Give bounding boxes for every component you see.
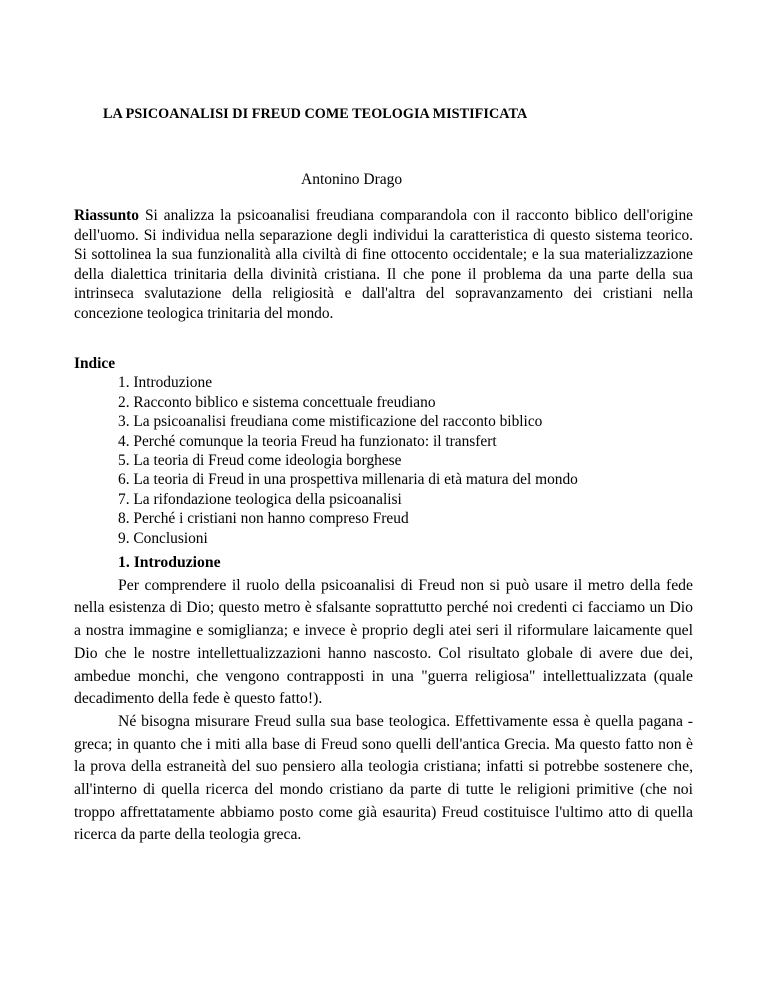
body-paragraph: Per comprendere il ruolo della psicoanalisi di Freud non si può usare il metro della fede nella esistenza di Dio; questo metro è sfalsante soprattutto perché noi credenti ci facciamo un Dio a nostra immagine e somiglianza; e invece è proprio degli atei seri il riformulare laicamente quel Dio che le nostre intellettualizzazioni hanno nascosto. Col risultato globale di avere due dei, ambedue monchi, che vengono contrapposti in una "guerra religiosa" intellettualizzata (quale decadimento della fede è questo fatto!). (74, 576, 693, 708)
toc-item: 1. Introduzione (118, 374, 213, 392)
toc-item: 8. Perché i cristiani non hanno compreso Freud (118, 510, 409, 528)
document-title: LA PSICOANALISI DI FREUD COME TEOLOGIA MISTIFICATA (103, 106, 528, 122)
abstract-label: Riassunto (74, 207, 140, 224)
author-name: Antonino Drago (301, 171, 403, 188)
abstract (74, 206, 693, 324)
toc-item: 7. La rifondazione teologica della psicoanalisi (118, 490, 402, 508)
body-paragraph: Né bisogna misurare Freud sulla sua base teologica. Effettivamente essa è quella pagana - greca; in quanto che i miti alla base di Freud sono quelli dell'antica Grecia. Ma questo fatto non è la prova della estraneità del suo pensiero alla teologia cristiana; infatti si potrebbe sostenere che, all'interno di quella ricerca del mondo cristiano da parte di tutte le religioni primitive (che noi troppo affrettatamente abbiamo posto come già esaurita) Freud costituisce l'ultimo atto di quella ricerca da parte della teologia greca. (74, 712, 693, 844)
toc-item: 9. Conclusioni (118, 529, 208, 547)
section-heading: 1. Introduzione (118, 554, 221, 571)
toc-heading: Indice (74, 355, 116, 372)
toc-item: 3. La psicoanalisi freudiana come mistificazione del racconto biblico (118, 413, 543, 431)
toc-item: 6. La teoria di Freud in una prospettiva millenaria di età matura del mondo (118, 471, 578, 489)
section-introduction (74, 552, 693, 847)
toc-item: 2. Racconto biblico e sistema concettuale freudiano (118, 393, 436, 411)
abstract-text: Si analizza la psicoanalisi freudiana comparandola con il racconto biblico dell'origine dell'uomo. Si individua nella separazione degli individui la caratteristica di questo sistema teorico. Si sottolinea la sua funzionalità alla civiltà di fine ottocento occidentale; e la sua materializzazione della dialettica trinitaria della divinità cristiana. Il che pone il problema da una parte della sua intrinseca svalutazione della religiosità e dall'altra del sopravanzamento dei cristiani nella concezione teologica trinitaria del mondo. (74, 207, 693, 322)
toc-list (74, 373, 693, 548)
table-of-contents (74, 354, 693, 548)
toc-item: 4. Perché comunque la teoria Freud ha funzionato: il transfert (118, 432, 497, 450)
toc-item: 5. La teoria di Freud come ideologia borghese (118, 452, 402, 470)
